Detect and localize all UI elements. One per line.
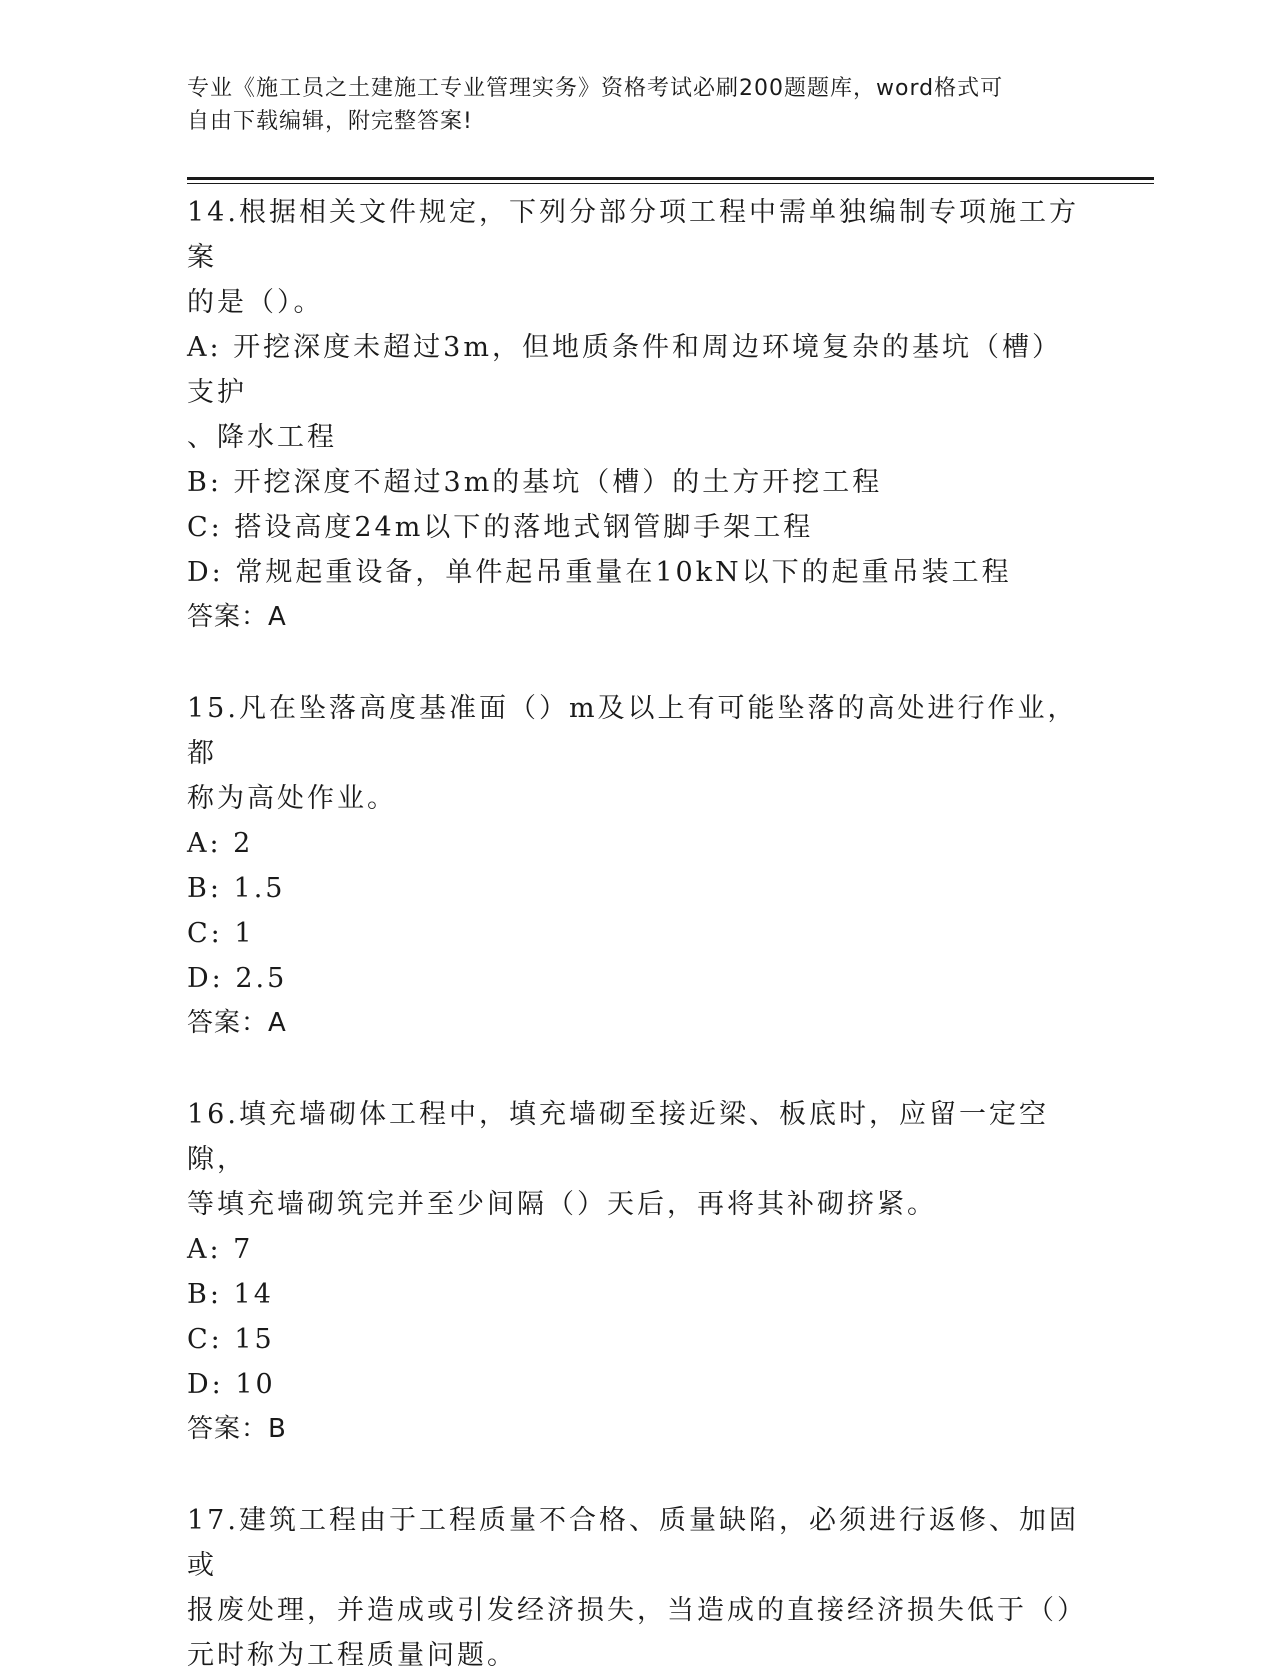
option-a-continued: 、降水工程 xyxy=(187,422,337,453)
option-a: A: 开挖深度未超过3m，但地质条件和周边环境复杂的基坑（槽）支护 xyxy=(187,332,1062,408)
option-c: C: 搭设高度24m以下的落地式钢管脚手架工程 xyxy=(187,512,814,543)
question-15 xyxy=(187,686,1087,1046)
header-line-1: 专业《施工员之土建施工专业管理实务》资格考试必刷200题题库，word格式可 xyxy=(187,76,1004,101)
spacer xyxy=(187,1046,1087,1092)
option-b: B: 14 xyxy=(187,1279,274,1310)
option-d: D: 常规起重设备，单件起吊重量在10kN以下的起重吊装工程 xyxy=(187,557,1012,588)
question-text: 报废处理，并造成或引发经济损失，当造成的直接经济损失低于（） xyxy=(187,1595,1087,1626)
option-a: A: 2 xyxy=(187,828,254,859)
option-c: C: 1 xyxy=(187,918,255,949)
question-text: 的是（）。 xyxy=(187,287,324,318)
question-text: 称为高处作业。 xyxy=(187,783,397,814)
header-divider-thick xyxy=(187,177,1154,180)
question-text: 元时称为工程质量问题。 xyxy=(187,1640,517,1671)
option-b: B: 1.5 xyxy=(187,873,286,904)
document-header xyxy=(187,72,1087,138)
question-14 xyxy=(187,190,1087,640)
option-b: B: 开挖深度不超过3m的基坑（槽）的土方开挖工程 xyxy=(187,467,883,498)
option-a: A: 7 xyxy=(187,1234,254,1265)
question-text: 14.根据相关文件规定，下列分部分项工程中需单独编制专项施工方案 xyxy=(187,197,1079,273)
question-16 xyxy=(187,1092,1087,1452)
option-c: C: 15 xyxy=(187,1324,275,1355)
question-text: 17.建筑工程由于工程质量不合格、质量缺陷，必须进行返修、加固或 xyxy=(187,1505,1079,1581)
question-17 xyxy=(187,1498,1087,1678)
answer-label: 答案：A xyxy=(187,602,287,632)
option-d: D: 10 xyxy=(187,1369,276,1400)
spacer xyxy=(187,640,1087,686)
question-list xyxy=(187,190,1087,1678)
answer-label: 答案：B xyxy=(187,1414,287,1444)
header-line-2: 自由下载编辑，附完整答案! xyxy=(187,109,473,134)
header-divider-thin xyxy=(187,183,1154,184)
option-d: D: 2.5 xyxy=(187,963,288,994)
spacer xyxy=(187,1452,1087,1498)
question-text: 16.填充墙砌体工程中，填充墙砌至接近梁、板底时，应留一定空隙， xyxy=(187,1099,1049,1175)
answer-label: 答案：A xyxy=(187,1008,287,1038)
question-text: 15.凡在坠落高度基准面（）m及以上有可能坠落的高处进行作业，都 xyxy=(187,693,1078,769)
question-text: 等填充墙砌筑完并至少间隔（）天后，再将其补砌挤紧。 xyxy=(187,1189,937,1220)
